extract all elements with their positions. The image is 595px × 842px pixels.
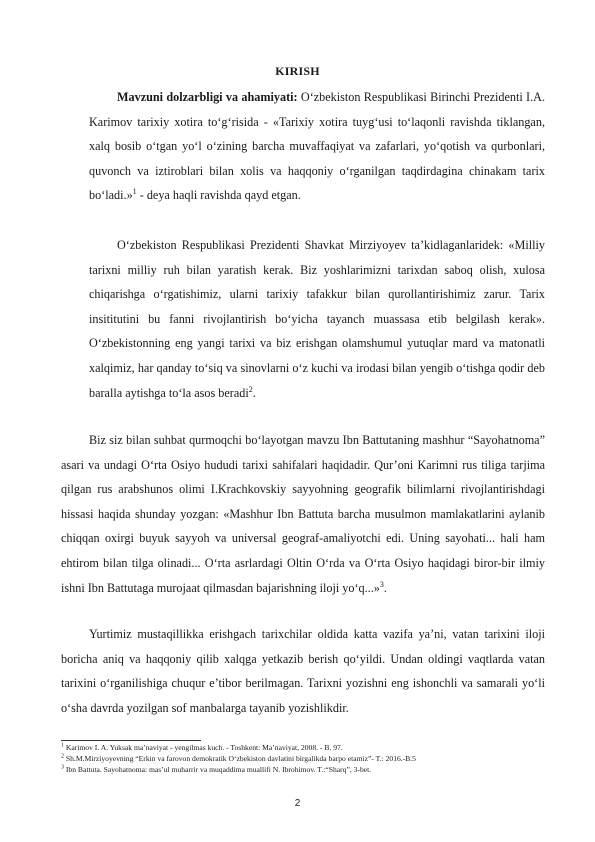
footnote-1: $^1$ Karimov I. A. Yuksak ma’naviyat - yengilmas kuch. - Toshkent: Ma’naviyat, 2008. - B. 97.	[61, 742, 343, 752]
paragraph-independence-text: Yurtimiz mustaqillikka erishgach tarixchilar oldida katta vazifa ya’ni, vatan tarixini iloji boricha aniq va haqqoniy qilib xalqga yetkazib berish qo‘yildi. Undan oldingi vaqtlarda vatan tarixini o‘rganilishiga chuqur e’tibor berilmagan. Tarixni yozishni eng ishonchli va samarali yo‘li o‘sha davrda yozilgan sof manbalarga tayanib yozishlikdir.	[61, 627, 545, 715]
footnote-2: $^2$ Sh.M.Mirziyoyevning “Erkin va farovon demokratik O‘zbekiston davlatini birgalikda barpo etamiz”- T.: 2016.-B.5	[61, 753, 416, 764]
paragraph-president-quote	[89, 233, 545, 405]
relevance-heading: Mavzuni dolzarbligi va ahamiyati:	[117, 90, 298, 104]
page-number: 2	[294, 798, 301, 809]
paragraph-relevance-text: O‘zbekiston Respublikasi Birinchi Prezidenti I.A. Karimov tarixiy xotira to‘g‘risida - «Tarixiy xotira tuyg‘usi to‘laqonli ravishda tiklangan, xalq bosib o‘tgan yo‘l o‘zining barcha muvaffaqiyat va zafarlari, yo‘qotish va qurbonlari, quvonch va iztiroblari bilan xolis va haqqoniy o‘rganilgan taqdirdagina chinakam tarix bo‘ladi.»	[89, 90, 546, 203]
paragraph-ibn-battuta-tail: .	[383, 580, 387, 595]
paragraph-ibn-battuta	[61, 428, 545, 600]
footnotes	[61, 742, 551, 776]
paragraph-president-quote-tail: .	[252, 385, 256, 400]
footnote-divider	[61, 740, 201, 741]
paragraph-independence	[61, 622, 545, 720]
footnote-ref-3: 3	[379, 579, 384, 589]
paragraph-relevance-tail: - deya haqli ravishda qayd etgan.	[136, 188, 301, 203]
paragraph-president-quote-text: O‘zbekiston Respublikasi Prezidenti Shavkat Mirziyoyev ta’kidlaganlaridek: «Milliy tarixni milliy ruh bilan yaratish kerak. Biz yoshlarimizni tarixdan saboq olish, xulosa chiqarishga o‘rgatishimiz, ularni tarixiy tafakkur bilan qurollantirishimiz zarur. Tarix insititutini bu fanni rivojlantirish bo‘yicha tayanch muassasa etib belgilash kerak». O‘zbekistonning eng yangi tarixi va biz erishgan olamshumul yutuqlar mard va matonatli xalqimiz, har qanday to‘siq va sinovlarni o‘z kuchi va irodasi bilan yengib o‘tishga qodir deb baralla aytishga to‘la asos beradi	[89, 238, 545, 400]
paragraph-relevance	[89, 85, 545, 208]
footnote-ref-2: 2	[248, 384, 253, 394]
footnote-3: $^3$ Ibn Battuta. Sayohatnoma: mas’ul muharrir va muqaddima muallifi N. Ibrohimov. T.:“Sharq”, 3-bet.	[61, 764, 372, 775]
page-title: KIRISH	[275, 64, 320, 78]
paragraph-ibn-battuta-text: Biz siz bilan suhbat qurmoqchi bo‘layotgan mavzu Ibn Battutaning mashhur “Sayohatnoma” asari va undagi O‘rta Osiyo hududi tarixi sahifalari haqidadir. Qur’oni Karimni rus tiliga tarjima qilgan rus arabshunos olimi I.Krachkovskiy sayyohning geografik bilimlarni rivojlantirishdagi hissasi haqida shunday yozgan: «Mashhur Ibn Battuta barcha musulmon mamlakatlarini aylanib chiqqan oxirgi buyuk sayyoh va universal geograf-amaliyotchi edi. Uning sayohati... hali ham ehtirom bilan tilga olinadi... O‘rta asrlardagi Oltin O‘rda va O‘rta Osiyo haqidagi biror-bir ilmiy ishni Ibn Battutaga murojaat qilmasdan bajarishning iloji yo‘q...»	[61, 433, 545, 595]
footnote-ref-1: 1	[132, 187, 137, 197]
